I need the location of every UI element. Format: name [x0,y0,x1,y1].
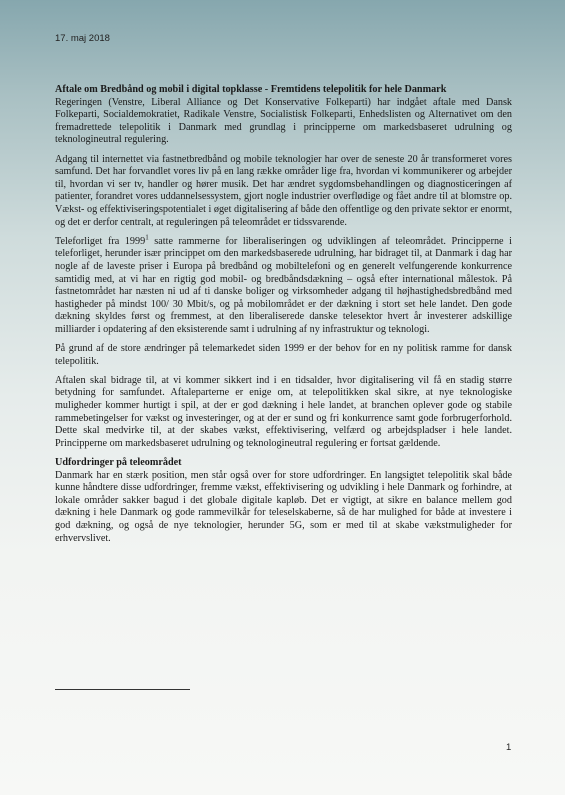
document-date: 17. maj 2018 [55,33,110,44]
footnote-marker: 1 [145,233,149,242]
teleforlig-intro-text: Teleforliget fra 1999 [55,235,146,247]
page-number: 1 [506,742,512,753]
document-body [55,84,512,552]
paragraph-new-framework: På grund af de store ændringer på telemarkedet siden 1999 er der behov for en ny politisk ramme for dansk telepolitik. [55,343,512,367]
footnote-separator [55,689,190,690]
paragraph-agreement-purpose: Aftalen skal bidrage til, at vi kommer sikkert ind i en tidsalder, hvor digitalisering vil få en stadig større betydning for samfundet. Aftaleparterne er enige om, at telepolitikken skal sikre, at nye teknologiske muligheder kommer hurtigt i spil, at der er god dækning i hele landet, at branchen oplever gode og stabile rammebetingelser for vækst og investeringer, og at der er sund og fri konkurrence samt gode forbrugerforhold. Dette skal medvirke til, at der skabes vækst, effektivisering, velfærd og arbejdspladser i hele landet. Principperne om markedsbaseret udrulning og teknologineutral regulering er fortsat gældende. [55,374,512,449]
teleforlig-body-text: satte rammerne for liberaliseringen og udviklingen af teleområdet. Principperne i teleforliget, herunder især princippet om den markedsbaserede udrulning, har bidraget til, at Danmark i dag har nogle af de laveste priser i Europa på bredbånd og mobiltelefoni og en generelt velfungerende konkurrence samtidig med, at vi har en rigtig god mobil- og bredbåndsdækning – også efter international målestok. På fastnetområdet har næsten ni ud af ti danske boliger og virksomheder adgang til højhastighedsbredbånd med hastigheder på mindst 100/ 30 Mbit/s, og på mobilområdet er der dækning i stort set hele landet. Den gode dækning skyldes først og fremmest, at den liberaliserede danske telesektor hvert år investerer adskillige milliarder i opdatering af den eksisterende samt i udrulning af ny infrastruktur og teknologi. [55,235,512,335]
section-heading-challenges: Udfordringer på teleområdet [55,457,182,468]
document-title: Aftale om Bredbånd og mobil i digital topklasse - Fremtidens telepolitik for hele Danmark [55,84,447,95]
paragraph-teleforlig-1999 [55,233,512,337]
paragraph-agreement-parties: Regeringen (Venstre, Liberal Alliance og Det Konservative Folkeparti) har indgået aftale med Dansk Folkeparti, Socialdemokratiet, Radikale Venstre, Socialistisk Folkeparti, Enhedslisten og Alternativet om den fremadrettede telepolitik i Danmark med grundlag i principperne om markedsbaseret udrulning og teknologineutral regulering. [55,96,512,146]
paragraph-challenges: Danmark har en stærk position, men står også over for store udfordringer. En langsigtet telepolitik skal både kunne håndtere disse udfordringer, fremme vækst, effektivisering og udvikling i hele Danmark og forhindre, at lokale områder sakker bagud i det globale digitale kapløb. Det er vigtigt, at sikre en balance mellem god dækning i hele Danmark og gode rammevilkår for teleselskaberne, så de har mulighed for både at investere i god dækning, og også de nye teknologier, herunder 5G, som er med til at skabe vækstmuligheder for erhvervslivet. [55,469,512,544]
paragraph-internet-transformation: Adgang til internettet via fastnetbredbånd og mobile teknologier har over de seneste 20 år transformeret vores samfund. Det har forvandlet vores liv på en lang række områder lige fra, hvordan vi kommunikerer og arbejder til, hvordan vi ser tv, handler og hører musik. Det har ændret sygdomsbehandlingen og diagnosticeringen af patienter, forandret vores uddannelsessystem, gjort nogle industrier overflødige og fået andre til at blomstre op. Vækst- og effektiviseringspotentialet i øget digitalisering af både den offentlige og den private sektor er enormt, og det er derfor centralt, at reguleringen på teleområdet er tidssvarende. [55,153,512,228]
